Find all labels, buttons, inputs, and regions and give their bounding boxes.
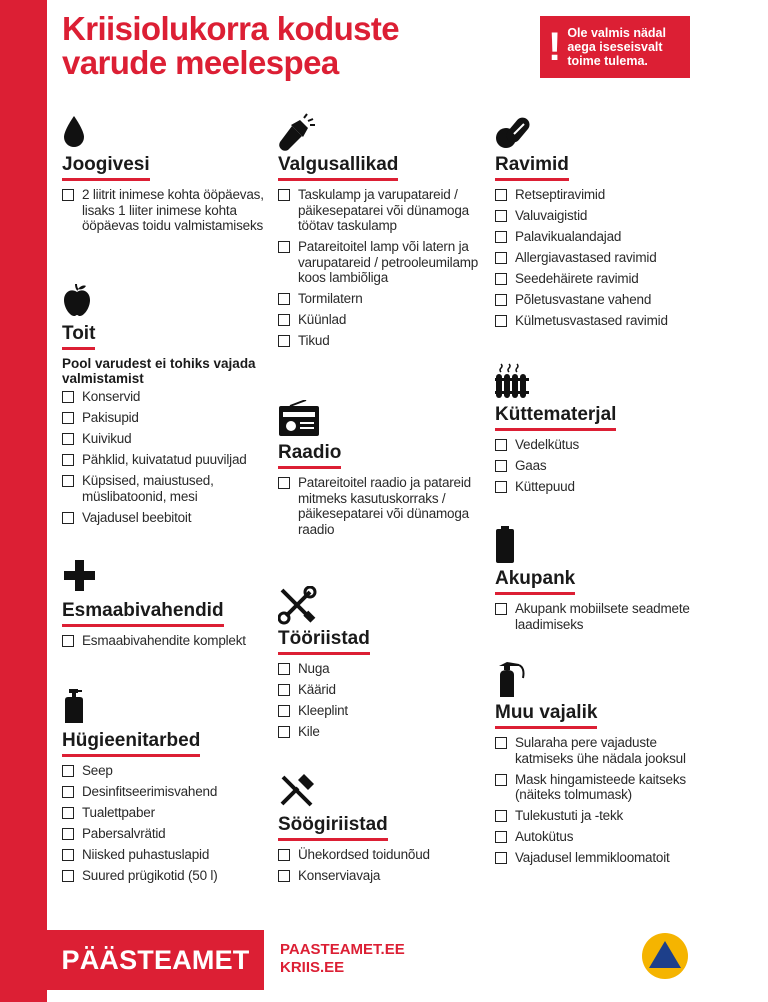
list-item[interactable]: Konserviavaja	[278, 868, 493, 884]
list-item[interactable]: Põletusvastane vahend	[495, 292, 710, 308]
checkbox[interactable]	[495, 273, 507, 285]
checkbox[interactable]	[495, 774, 507, 786]
list-item[interactable]: Kleeplint	[278, 703, 493, 719]
section-cutlery	[278, 772, 493, 889]
section-title: Akupank	[495, 568, 575, 595]
list-item[interactable]: Seep	[62, 763, 277, 779]
checklist	[278, 187, 493, 349]
list-item[interactable]: Tualettpaber	[62, 805, 277, 821]
checkbox[interactable]	[495, 852, 507, 864]
checkbox[interactable]	[62, 870, 74, 882]
title-line-2: varude meelespea	[62, 44, 339, 81]
list-item[interactable]: Taskulamp ja varupatareid / päikesepatarei või dünamoga töötav taskulamp	[278, 187, 493, 234]
checkbox[interactable]	[278, 477, 290, 489]
section-title: Muu vajalik	[495, 702, 597, 729]
battery-icon	[495, 526, 555, 566]
checkbox[interactable]	[278, 705, 290, 717]
list-item[interactable]: Vajadusel lemmikloomatoit	[495, 850, 710, 866]
checkbox[interactable]	[278, 726, 290, 738]
checkbox[interactable]	[495, 252, 507, 264]
list-item[interactable]: Konservid	[62, 389, 277, 405]
section-subtitle: Pool varudest ei tohiks vajada valmistamist	[62, 356, 256, 386]
footer	[47, 930, 768, 1002]
section-powerbank	[495, 526, 710, 638]
radiator-icon	[495, 362, 555, 402]
list-item[interactable]: Kile	[278, 724, 493, 740]
list-item[interactable]: Patareitoitel lamp või latern ja varupatareid / petrooleumilamp koos lambiõliga	[278, 239, 493, 286]
cutlery-icon	[278, 772, 338, 812]
section-title: Küttematerjal	[495, 404, 616, 431]
checkbox[interactable]	[278, 663, 290, 675]
list-item[interactable]: Vajadusel beebitoit	[62, 510, 277, 526]
section-light	[278, 112, 493, 354]
section-medicine	[495, 112, 710, 334]
checkbox[interactable]	[278, 293, 290, 305]
checkbox[interactable]	[62, 412, 74, 424]
checkbox[interactable]	[278, 684, 290, 696]
civil-protection-emblem-icon	[641, 932, 689, 980]
list-item[interactable]: Tulekustuti ja -tekk	[495, 808, 710, 824]
list-item[interactable]: Pähklid, kuivatatud puuviljad	[62, 452, 277, 468]
checklist	[62, 633, 277, 649]
checkbox[interactable]	[62, 475, 74, 487]
checklist	[62, 763, 277, 884]
checkbox[interactable]	[495, 460, 507, 472]
checkbox[interactable]	[62, 433, 74, 445]
fire-extinguisher-icon	[495, 660, 555, 700]
section-title: Raadio	[278, 442, 341, 469]
checkbox[interactable]	[278, 870, 290, 882]
section-food	[62, 281, 277, 531]
notice-box	[540, 16, 690, 78]
list-item[interactable]: Allergiavastased ravimid	[495, 250, 710, 266]
left-red-bar	[0, 0, 47, 1002]
soap-dispenser-icon	[62, 688, 122, 728]
checkbox[interactable]	[62, 849, 74, 861]
list-item[interactable]: Desinfitseerimisvahend	[62, 784, 277, 800]
list-item[interactable]: Autokütus	[495, 829, 710, 845]
checkbox[interactable]	[495, 315, 507, 327]
section-title: Tööriistad	[278, 628, 370, 655]
checklist	[495, 735, 710, 866]
checkbox[interactable]	[62, 828, 74, 840]
list-item[interactable]: Suured prügikotid (50 l)	[62, 868, 277, 884]
list-item[interactable]: Küünlad	[278, 312, 493, 328]
list-item[interactable]: Tikud	[278, 333, 493, 349]
list-item[interactable]: Sularaha pere vajaduste katmiseks ühe nädala jooksul	[495, 735, 710, 766]
section-title: Hügieenitarbed	[62, 730, 200, 757]
checkbox[interactable]	[62, 635, 74, 647]
list-item[interactable]: Palavikualandajad	[495, 229, 710, 245]
checklist	[62, 389, 277, 525]
list-item[interactable]: Ühekordsed toidunõud	[278, 847, 493, 863]
list-item[interactable]: Niisked puhastuslapid	[62, 847, 277, 863]
section-water	[62, 112, 277, 239]
section-title: Söögiriistad	[278, 814, 388, 841]
checkbox[interactable]	[495, 603, 507, 615]
list-item[interactable]: Seedehäirete ravimid	[495, 271, 710, 287]
checkbox[interactable]	[495, 439, 507, 451]
list-item[interactable]: Valuvaigistid	[495, 208, 710, 224]
list-item[interactable]: Gaas	[495, 458, 710, 474]
checklist	[278, 847, 493, 884]
section-first-aid	[62, 558, 277, 654]
list-item[interactable]: Retseptiravimid	[495, 187, 710, 203]
pills-icon	[495, 112, 555, 152]
list-item[interactable]: Tormilatern	[278, 291, 493, 307]
flashlight-icon	[278, 112, 338, 152]
checklist	[278, 661, 493, 740]
checkbox[interactable]	[495, 189, 507, 201]
checklist	[495, 437, 710, 495]
list-item[interactable]: Külmetusvastased ravimid	[495, 313, 710, 329]
checkbox[interactable]	[62, 765, 74, 777]
checklist	[278, 475, 493, 537]
checkbox[interactable]	[495, 210, 507, 222]
checkbox[interactable]	[62, 391, 74, 403]
list-item[interactable]: Kuivikud	[62, 431, 277, 447]
section-title: Valgusallikad	[278, 154, 398, 181]
exclamation-icon: !	[548, 25, 562, 69]
link-kriis[interactable]: KRIIS.EE	[280, 959, 345, 976]
title-line-1: Kriisiolukorra koduste	[62, 10, 400, 47]
list-item[interactable]: Akupank mobiilsete seadmete laadimiseks	[495, 601, 710, 632]
checkbox[interactable]	[495, 294, 507, 306]
brand-logo: PÄÄSTEAMET	[47, 930, 264, 990]
section-hygiene	[62, 688, 277, 889]
list-item[interactable]: Patareitoitel raadio ja patareid mitmeks kasutuskorraks / päikesepatarei või dünamoga raadio	[278, 475, 493, 537]
tools-icon	[278, 586, 338, 626]
checkbox[interactable]	[62, 454, 74, 466]
list-item[interactable]: Mask hingamisteede kaitseks (näiteks tolmumask)	[495, 772, 710, 803]
list-item[interactable]: Vedelkütus	[495, 437, 710, 453]
checkbox[interactable]	[278, 314, 290, 326]
radio-icon	[278, 400, 338, 440]
section-title: Esmaabivahendid	[62, 600, 224, 627]
checkbox[interactable]	[278, 189, 290, 201]
page-title	[62, 12, 522, 80]
checkbox[interactable]	[62, 807, 74, 819]
list-item[interactable]: Esmaabivahendite komplekt	[62, 633, 277, 649]
checklist	[495, 601, 710, 632]
section-title: Joogivesi	[62, 154, 150, 181]
checkbox[interactable]	[495, 231, 507, 243]
checkbox[interactable]	[495, 831, 507, 843]
section-radio	[278, 400, 493, 543]
notice-text: Ole valmis nädal aega iseseisvalt toime tulema.	[567, 26, 666, 68]
checkbox[interactable]	[62, 189, 74, 201]
list-item[interactable]: Pabersalvrätid	[62, 826, 277, 842]
medical-cross-icon	[62, 558, 122, 598]
link-paasteamet[interactable]: PAASTEAMET.EE	[280, 941, 405, 958]
checkbox[interactable]	[62, 512, 74, 524]
list-item[interactable]: Küttepuud	[495, 479, 710, 495]
checkbox[interactable]	[495, 810, 507, 822]
checkbox[interactable]	[495, 481, 507, 493]
checkbox[interactable]	[278, 335, 290, 347]
list-item[interactable]: Nuga	[278, 661, 493, 677]
checklist	[62, 187, 277, 234]
checkbox[interactable]	[62, 786, 74, 798]
list-item[interactable]: Pakisupid	[62, 410, 277, 426]
section-title: Ravimid	[495, 154, 569, 181]
list-item[interactable]: Küpsised, maiustused, müslibatoonid, mesi	[62, 473, 277, 504]
section-heating	[495, 362, 710, 500]
checkbox[interactable]	[278, 241, 290, 253]
section-other	[495, 660, 710, 871]
apple-icon	[62, 281, 122, 321]
list-item[interactable]: 2 liitrit inimese kohta ööpäevas, lisaks 1 liiter inimese kohta ööpäevas toidu valmistamiseks	[62, 187, 277, 234]
footer-links	[280, 941, 405, 977]
list-item[interactable]: Käärid	[278, 682, 493, 698]
section-title: Toit	[62, 323, 95, 350]
checkbox[interactable]	[278, 849, 290, 861]
checklist	[495, 187, 710, 329]
checkbox[interactable]	[495, 737, 507, 749]
water-drop-icon	[62, 112, 122, 152]
section-tools	[278, 586, 493, 745]
